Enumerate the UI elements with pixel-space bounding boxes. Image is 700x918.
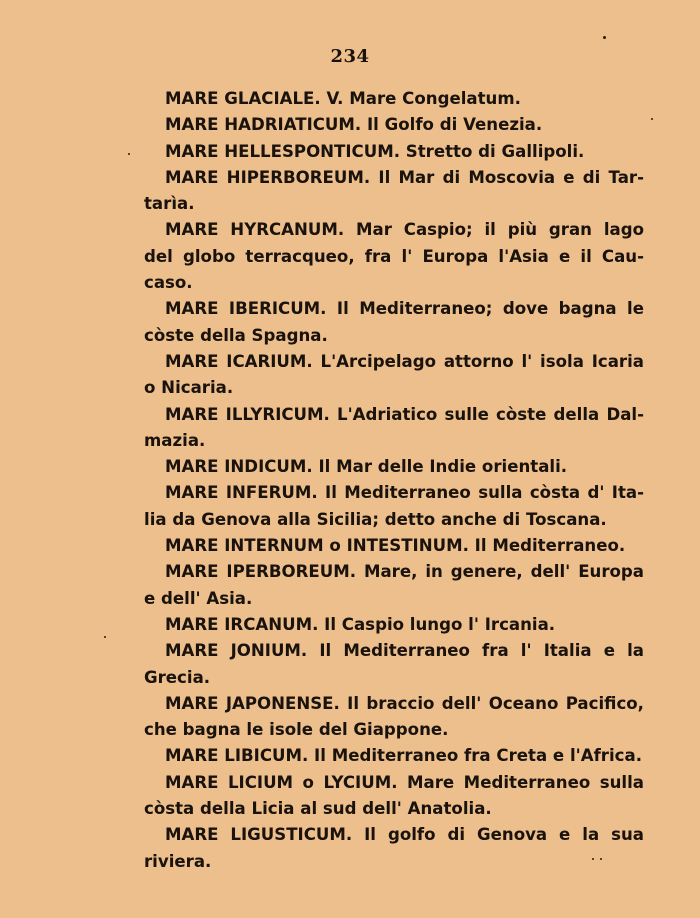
entry-continuation-line: Grecia. [144, 667, 211, 687]
entry-headline: MARE IBERICUM. Il Mediterraneo; dove bagna le [165, 299, 644, 319]
entry-headline: MARE HADRIATICUM. Il Golfo di Venezia. [165, 115, 543, 135]
dictionary-entry [144, 743, 644, 769]
entry-continuation-line: caso. [144, 273, 193, 293]
entry-headline: MARE HELLESPONTICUM. Stretto di Gallipoli. [165, 141, 585, 161]
entry-continuation-line: riviera. [144, 851, 212, 871]
dictionary-entries [144, 86, 644, 875]
entry-headline: MARE LICIUM o LYCIUM. Mare Mediterraneo sulla [165, 772, 644, 792]
dictionary-entry [144, 533, 644, 559]
entry-continuation-line: còste della Spagna. [144, 325, 328, 345]
dictionary-entry [144, 559, 644, 612]
entry-continuation-line: che bagna le isole del Giappone. [144, 720, 449, 740]
dictionary-entry [144, 638, 644, 691]
entry-continuation-line: del globo terracqueo, fra l' Europa l'Asia e il Cau- [144, 246, 644, 266]
entry-headline: MARE ICARIUM. L'Arcipelago attorno l' isola Icaria [165, 351, 644, 371]
entry-headline: MARE JAPONENSE. Il braccio dell' Oceano Pacifico, [165, 693, 644, 713]
dictionary-entry [144, 112, 644, 138]
dictionary-entry [144, 86, 644, 112]
dictionary-entry [144, 217, 644, 296]
page-number: 234 [330, 46, 370, 67]
entry-continuation-line: tarìa. [144, 194, 195, 214]
print-speck [651, 118, 653, 120]
dictionary-entry [144, 480, 644, 533]
entry-headline: MARE LIBICUM. Il Mediterraneo fra Creta e l'Africa. [165, 746, 642, 766]
dictionary-entry [144, 139, 644, 165]
entry-headline: MARE ILLYRICUM. L'Adriatico sulle còste della Dal- [165, 404, 644, 424]
print-speck [603, 36, 606, 39]
print-speck [104, 636, 106, 638]
dictionary-entry [144, 402, 644, 455]
entry-headline: MARE IPERBOREUM. Mare, in genere, dell' Europa [165, 562, 644, 582]
entry-headline: MARE LIGUSTICUM. Il golfo di Genova e la sua [165, 825, 644, 845]
dictionary-entry [144, 165, 644, 218]
entry-headline: MARE INTERNUM o INTESTINUM. Il Mediterraneo. [165, 536, 626, 556]
entry-continuation-line: o Nicaria. [144, 378, 234, 398]
entry-continuation-line: e dell' Asia. [144, 588, 253, 608]
entry-headline: MARE INFERUM. Il Mediterraneo sulla còsta d' Ita- [165, 483, 644, 503]
entry-headline: MARE GLACIALE. V. Mare Congelatum. [165, 89, 521, 108]
dictionary-entry [144, 454, 644, 480]
entry-headline: MARE HIPERBOREUM. Il Mar di Moscovia e di Tar- [165, 167, 644, 187]
entry-continuation-line: mazia. [144, 430, 206, 450]
dictionary-entry [144, 822, 644, 875]
print-speck [128, 153, 130, 155]
entry-continuation-line: còsta della Licia al sud dell' Anatolia. [144, 799, 492, 819]
print-speck [600, 858, 602, 860]
dictionary-entry [144, 612, 644, 638]
dictionary-entry [144, 296, 644, 349]
entry-headline: MARE INDICUM. Il Mar delle Indie orientali. [165, 457, 568, 477]
entry-headline: MARE IRCANUM. Il Caspio lungo l' Ircania. [165, 614, 556, 634]
dictionary-entry [144, 349, 644, 402]
dictionary-entry [144, 770, 644, 823]
entry-continuation-line: lia da Genova alla Sicilia; detto anche di Toscana. [144, 509, 607, 529]
entry-headline: MARE JONIUM. Il Mediterraneo fra l' Italia e la [165, 641, 644, 661]
dictionary-entry [144, 691, 644, 744]
entry-headline: MARE HYRCANUM. Mar Caspio; il più gran lago [165, 220, 644, 240]
print-speck [592, 858, 594, 860]
